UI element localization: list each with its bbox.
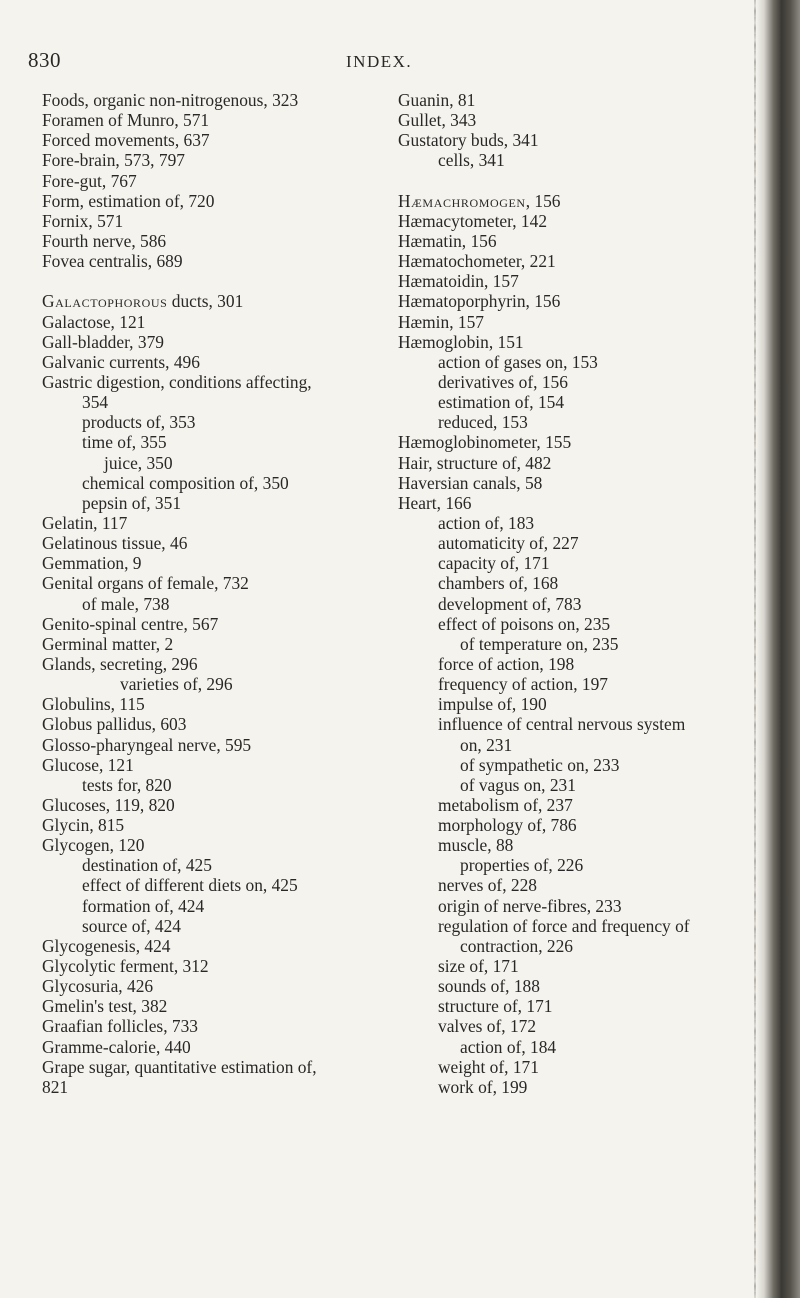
index-subentry: weight of, 171 — [438, 1056, 539, 1077]
index-entry: Foods, organic non-nitrogenous, 323 — [42, 90, 299, 110]
index-entry: Galactose, 121 — [42, 311, 146, 332]
index-subentry: origin of nerve-fibres, 233 — [438, 895, 622, 916]
index-entry: Globulins, 115 — [42, 694, 145, 715]
index-column-right — [398, 90, 758, 1097]
index-subentry: frequency of action, 197 — [438, 674, 608, 695]
index-subentry: influence of central nervous system — [438, 714, 686, 735]
index-entry: Gustatory buds, 341 — [398, 130, 539, 151]
index-entry: Gall-bladder, 379 — [42, 331, 164, 352]
book-spine-edge — [756, 0, 800, 1298]
index-subentry: morphology of, 786 — [438, 815, 577, 836]
index-entry: Germinal matter, 2 — [42, 633, 174, 654]
index-column-left — [42, 90, 387, 1097]
index-subentry: of male, 738 — [82, 593, 170, 614]
index-entry: Fovea centralis, 689 — [42, 251, 183, 272]
index-subentry: impulse of, 190 — [438, 694, 547, 715]
index-subentry: development of, 783 — [438, 593, 582, 614]
index-entry: Glycogenesis, 424 — [42, 935, 171, 956]
index-subentry: valves of, 172 — [438, 1016, 537, 1037]
index-subentry: of vagus on, 231 — [460, 774, 576, 795]
index-subentry: effect of different diets on, 425 — [82, 875, 298, 896]
index-subentry: effect of poisons on, 235 — [438, 613, 611, 634]
index-subentry: force of action, 198 — [438, 653, 575, 674]
index-entry: Hæmin, 157 — [398, 311, 484, 332]
index-subentry: of sympathetic on, 233 — [460, 754, 620, 775]
index-entry: Glucoses, 119, 820 — [42, 794, 175, 815]
index-subentry: automaticity of, 227 — [438, 533, 579, 554]
index-subentry: reduced, 153 — [438, 412, 528, 433]
index-entry: Gelatinous tissue, 46 — [42, 533, 188, 554]
index-entry: Fore-brain, 573, 797 — [42, 150, 185, 171]
index-entry: Gmelin's test, 382 — [42, 996, 168, 1017]
index-subentry: metabolism of, 237 — [438, 794, 573, 815]
index-subentry: nerves of, 228 — [438, 875, 538, 896]
index-entry: Fore-gut, 767 — [42, 170, 137, 191]
index-entry: Haversian canals, 58 — [398, 472, 543, 493]
index-entry: Hæmatoporphyrin, 156 — [398, 291, 561, 312]
index-entry: Glycin, 815 — [42, 815, 125, 836]
index-subentry: source of, 424 — [82, 915, 182, 936]
section-head-word: Hæmachromogen — [398, 190, 526, 211]
index-entry: Heart, 166 — [398, 492, 472, 513]
index-subentry: properties of, 226 — [460, 855, 584, 876]
index-entry: Guanin, 81 — [398, 90, 476, 110]
section-head-word: Galactophorous — [42, 291, 168, 312]
index-subentry: chambers of, 168 — [438, 573, 559, 594]
index-entry: Glosso-pharyngeal nerve, 595 — [42, 734, 252, 755]
index-entry: Genito-spinal centre, 567 — [42, 613, 219, 634]
index-entry: Hæmatochometer, 221 — [398, 251, 556, 272]
index-subentry: size of, 171 — [438, 956, 519, 977]
index-subentry: varieties of, 296 — [120, 674, 233, 695]
index-entry: Glucose, 121 — [42, 754, 134, 775]
index-entry: Hæmacytometer, 142 — [398, 210, 548, 231]
index-subentry: chemical composition of, 350 — [82, 472, 289, 493]
index-subentry: of temperature on, 235 — [460, 633, 619, 654]
index-entry: 821 — [42, 1076, 69, 1097]
index-entry: Hair, structure of, 482 — [398, 452, 552, 473]
index-entry: Globus pallidus, 603 — [42, 714, 187, 735]
index-entry: Forced movements, 637 — [42, 130, 210, 151]
index-subentry: sounds of, 188 — [438, 976, 540, 997]
index-entry: Genital organs of female, 732 — [42, 573, 249, 594]
index-entry: Gastric digestion, conditions affecting, — [42, 371, 312, 392]
index-subentry: estimation of, 154 — [438, 392, 565, 413]
running-title: INDEX. — [346, 52, 413, 71]
index-entry: Graafian follicles, 733 — [42, 1016, 198, 1037]
index-subentry: derivatives of, 156 — [438, 371, 568, 392]
index-subentry: cells, 341 — [438, 150, 505, 171]
page-header — [0, 48, 800, 76]
index-entry: Glands, secreting, 296 — [42, 653, 198, 674]
index-entry: Glycosuria, 426 — [42, 976, 154, 997]
index-entry: Hæmoglobin, 151 — [398, 331, 524, 352]
index-entry: Hæmatoidin, 157 — [398, 271, 519, 292]
index-subentry: products of, 353 — [82, 412, 196, 433]
index-entry: Form, estimation of, 720 — [42, 190, 215, 211]
index-subentry: work of, 199 — [438, 1076, 528, 1097]
index-subentry: tests for, 820 — [82, 774, 172, 795]
index-entry: Hæmatin, 156 — [398, 230, 497, 251]
index-subentry: time of, 355 — [82, 432, 167, 453]
index-subentry: 354 — [82, 392, 109, 413]
index-entry: Gramme-calorie, 440 — [42, 1036, 191, 1057]
index-subentry: on, 231 — [460, 734, 513, 755]
index-entry: Gelatin, 117 — [42, 512, 128, 533]
index-subentry: pepsin of, 351 — [82, 492, 182, 513]
page-number: 830 — [28, 48, 61, 72]
index-entry: Gemmation, 9 — [42, 553, 142, 574]
index-entry: Glycogen, 120 — [42, 835, 145, 856]
index-section-gap — [398, 171, 758, 191]
index-subentry: structure of, 171 — [438, 996, 553, 1017]
index-subentry: destination of, 425 — [82, 855, 212, 876]
index-entry: Galvanic currents, 496 — [42, 351, 200, 372]
index-subentry: formation of, 424 — [82, 895, 205, 916]
index-entry: Glycolytic ferment, 312 — [42, 956, 209, 977]
index-entry: Hæmoglobinometer, 155 — [398, 432, 572, 453]
index-entry: Galactophorous ducts, 301 — [42, 291, 244, 312]
index-entry: Foramen of Munro, 571 — [42, 110, 210, 131]
index-subentry: juice, 350 — [104, 452, 173, 473]
index-entry: Gullet, 343 — [398, 110, 477, 131]
index-subentry: action of gases on, 153 — [438, 351, 598, 372]
index-subentry: muscle, 88 — [438, 835, 514, 856]
index-subentry: capacity of, 171 — [438, 553, 550, 574]
index-entry: Fourth nerve, 586 — [42, 230, 167, 251]
index-entry: Fornix, 571 — [42, 210, 124, 231]
index-entry: Grape sugar, quantitative estimation of, — [42, 1056, 317, 1077]
index-entry: Hæmachromogen, 156 — [398, 190, 561, 211]
index-section-gap — [42, 271, 387, 291]
index-subentry: action of, 183 — [438, 512, 535, 533]
index-subentry: action of, 184 — [460, 1036, 557, 1057]
index-subentry: contraction, 226 — [460, 935, 574, 956]
index-subentry: regulation of force and frequency of — [438, 915, 690, 936]
